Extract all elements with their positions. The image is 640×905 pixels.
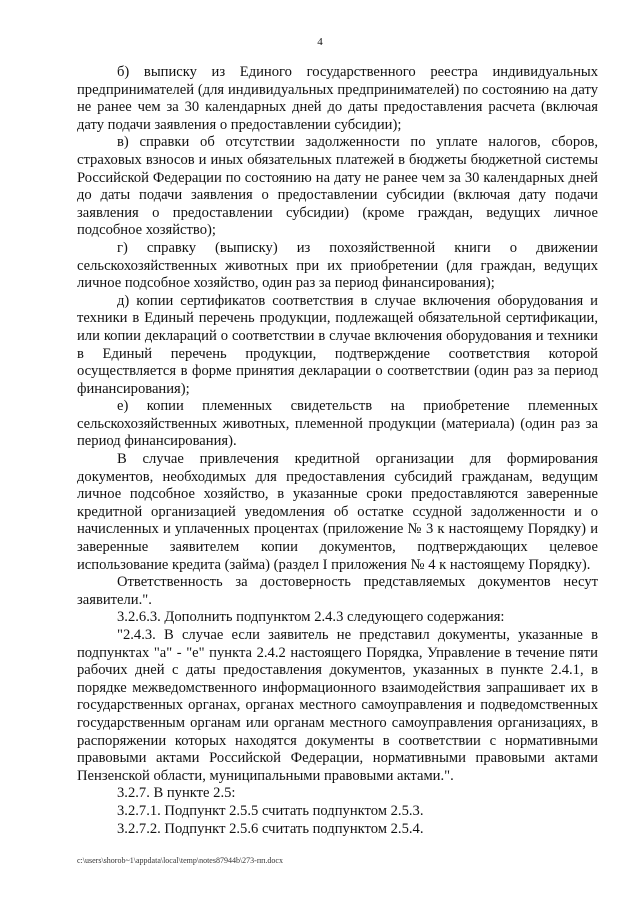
- page-number: 4: [317, 36, 323, 48]
- paragraph-2-4-3: "2.4.3. В случае если заявитель не представил документы, указанные в подпунктах "а" - "е" пункта 2.4.2 настоящего Порядка, Управление в течение пяти рабочих дней с даты предоставления документов, указанных в пункте 2.4.1, в порядке межведомственного информационного взаимодействия запрашивает их в государственных органах, органах местного самоуправления и подведомственных государственным органам или органам местного самоуправления организациях, в распоряжении которых находятся документы в соответствии с нормативными правовыми актами Российской Федерации, нормативными правовыми актами Пензенской области, муниципальными правовыми актами.".: [77, 627, 598, 784]
- paragraph-e: е) копии племенных свидетельств на приобретение племенных сельскохозяйственных животных, племенной продукции (материала) (один раз за период финансирования).: [77, 398, 598, 450]
- paragraph-responsibility: Ответственность за достоверность представляемых документов несут заявители.".: [77, 574, 598, 608]
- paragraph-3-2-7-2: 3.2.7.2. Подпункт 2.5.6 считать подпунктом 2.5.4.: [117, 820, 424, 837]
- paragraph-3-2-7: 3.2.7. В пункте 2.5:: [117, 785, 236, 802]
- paragraph-3-2-6-3: 3.2.6.3. Дополнить подпунктом 2.4.3 следующего содержания:: [117, 609, 505, 626]
- paragraph-v: в) справки об отсутствии задолженности по уплате налогов, сборов, страховых взносов и иных обязательных платежей в бюджеты бюджетной системы Российской Федерации по состоянию на дату не ранее чем за 30 календарных дней до даты подачи заявления о предоставлении субсидии (включая дату подачи заявления о предоставлении субсидии) (кроме граждан, ведущих личное подсобное хозяйство);: [77, 134, 598, 239]
- paragraph-b: б) выписку из Единого государственного реестра индивидуальных предпринимателей (для индивидуальных предпринимателей) по состоянию на дату не ранее чем за 30 календарных дней до даты предоставления расчета (включая дату подачи заявления о предоставлении субсидии);: [77, 64, 598, 133]
- paragraph-g: г) справку (выписку) из похозяйственной книги о движении сельскохозяйственных животных при их приобретении (для граждан, ведущих личное подсобное хозяйство, один раз за период финансирования);: [77, 239, 598, 292]
- paragraph-3-2-7-1: 3.2.7.1. Подпункт 2.5.5 считать подпунктом 2.5.3.: [117, 802, 424, 819]
- footer-file-path: c:\users\shorob~1\appdata\local\temp\notes87944b\273-пп.docx: [77, 856, 283, 865]
- paragraph-d: д) копии сертификатов соответствия в случае включения оборудования и техники в Единый перечень продукции, подлежащей обязательной сертификации, или копии деклараций о соответствии в случае включения оборудования и техники в Единый перечень продукции, подтверждение соответствия которой осуществляется в форме принятия декларации о соответствии (один раз за период финансирования);: [77, 292, 598, 397]
- paragraph-credit-organization: В случае привлечения кредитной организации для формирования документов, необходимых для предоставления субсидий гражданам, ведущим личное подсобное хозяйство, в указанные сроки предоставляются заверенные кредитной организацией уведомления об остатке ссудной задолженности и о начисленных и уплаченных процентах (приложение № 3 к настоящему Порядку) и заверенные заявителем копии документов, подтверждающих целевое использование кредита (займа) (раздел I приложения № 4 к настоящему Порядку).: [77, 451, 598, 573]
- document-body: [77, 64, 598, 838]
